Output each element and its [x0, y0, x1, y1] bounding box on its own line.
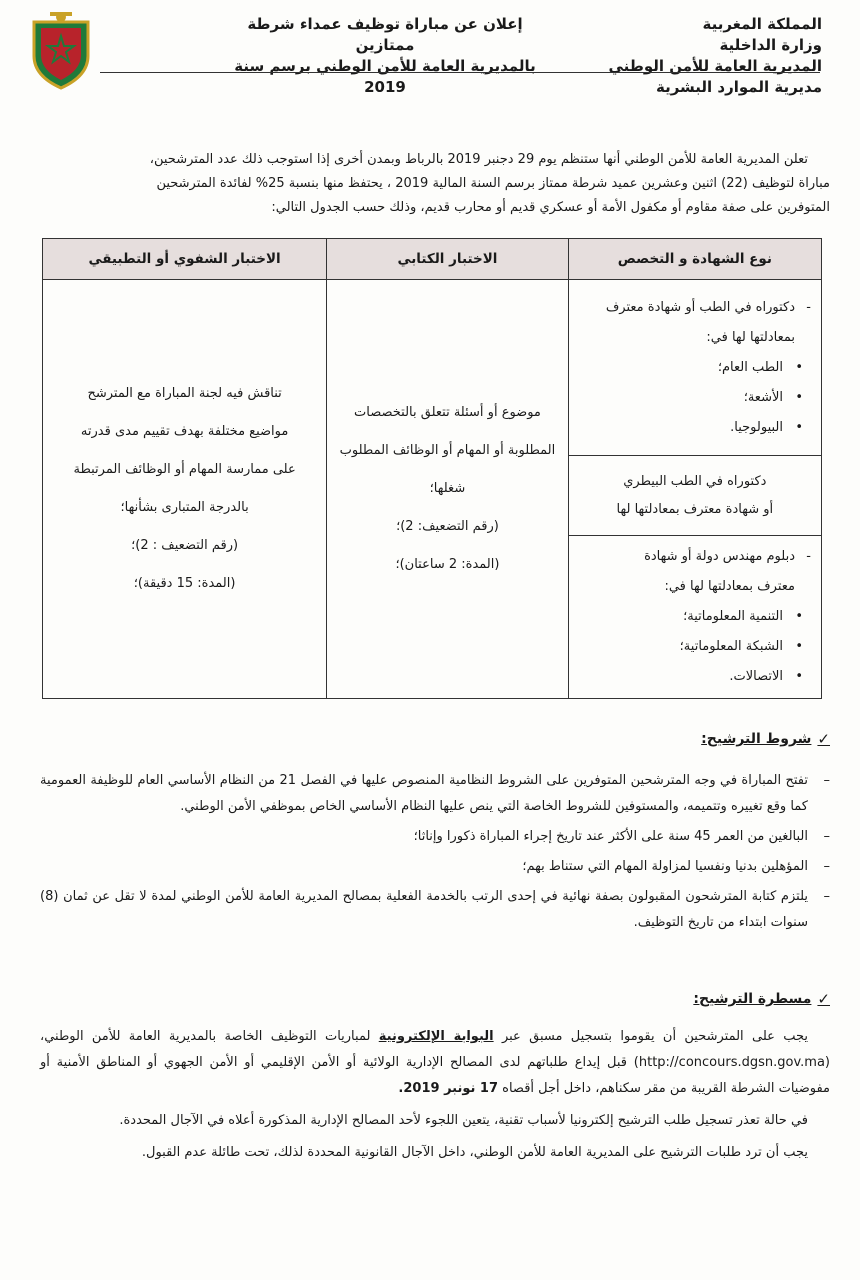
list-item: • الطب العام؛ — [579, 353, 783, 383]
p1-deadline: 17 نونبر 2019. — [398, 1081, 499, 1096]
intro-line-2: مباراة لتوظيف (22) اثنين وعشرين عميد شرطة ممتاز برسم السنة المالية 2019 ، يحتفظ منها بنسبة 25% لفائدة المترشحين — [156, 176, 830, 191]
header-written: الاختبار الكتابي — [327, 239, 568, 280]
ministry-header — [572, 14, 822, 98]
header-specialty: نوع الشهادة و التخصص — [568, 239, 821, 280]
portal-link[interactable]: البوابة الإلكترونية — [378, 1029, 494, 1044]
written-line: (رقم التضعيف: 2)؛ — [396, 519, 499, 534]
spec1-lead2: بمعادلتها لها في: — [706, 329, 795, 345]
procedure-paragraph-3: يجب أن ترد طلبات الترشيح على المديرية العامة للأمن الوطني، داخل الآجال القانونية المحددة لذلك، تحت طائلة عدم القبول. — [141, 1145, 808, 1160]
title-line-2: بالمديرية العامة للأمن الوطني برسم سنة 2019 — [234, 57, 536, 96]
spec3-lead2: معترف بمعادلتها لها في: — [664, 579, 795, 594]
procedure-paragraph-2: في حالة تعذر تسجيل طلب الترشيح إلكترونيا لأسباب تقنية، يتعين اللجوء لأحد المصالح الإدارية المذكورة أعلاه في الآجال المحددة. — [119, 1113, 808, 1128]
ministry-line: مديرية الموارد البشرية — [655, 78, 822, 96]
conditions-title — [701, 730, 830, 748]
spec3-list — [579, 602, 811, 692]
spec1-lead: - دكتوراه في الطب أو شهادة معترف — [579, 293, 811, 323]
spec2-line-2: أو شهادة معترف بمعادلتها لها — [616, 501, 774, 517]
written-line: موضوع أو أسئلة تتعلق بالتخصصات — [354, 405, 541, 420]
procedure-paragraph-1 — [40, 1024, 830, 1102]
procedure-body — [40, 1024, 830, 1172]
condition-item: – البالغين من العمر 45 سنة على الأكثر عند تاريخ إجراء المباراة ذكورا وإناثا؛ — [40, 824, 830, 850]
intro-line-3: المتوفرين على صفة مقاوم أو مكفول الأمة أو عسكري قديم أو محارب قديم، وذلك حسب الجدول التالي: — [271, 200, 830, 215]
list-item: • البيولوجيا. — [579, 413, 783, 443]
spec3-lead: - دبلوم مهندس دولة أو شهادة — [579, 542, 811, 572]
spec1-list — [579, 353, 811, 443]
exam-table — [42, 238, 822, 699]
oral-line: بالدرجة المتبارى بشأنها؛ — [120, 500, 249, 515]
oral-line: على ممارسة المهام أو الوظائف المرتبطة — [73, 462, 296, 477]
list-item: • التنمية المعلوماتية؛ — [579, 602, 783, 632]
intro-line-1: تعلن المديرية العامة للأمن الوطني أنها ستنظم يوم 29 دجنبر 2019 بالرباط وبمدن أخرى إذا استوجب ذلك عدد المترشحين، — [149, 152, 808, 167]
p1-text-b: لمباريات التوظيف الخاصة بالمديرية العامة للأمن الوطني، (http://concours.dgsn.gov.ma) قبل إيداع طلباتهم لدى المصالح الإدارية الولائية أو الأمن الإقليمي أو الأمن الجهوي أو المناطق الأمنية أو مفوضيات الشرطة القريبة من مقر سكناهم، داخل أجل أقصاه — [40, 1029, 830, 1096]
conditions-list — [40, 768, 830, 940]
oral-line: (رقم التضعيف : 2)؛ — [131, 538, 239, 553]
written-line: شغلها؛ — [429, 481, 466, 496]
written-exam-cell — [327, 280, 568, 699]
intro-paragraph — [38, 148, 830, 220]
table-row — [43, 280, 822, 456]
header-divider — [100, 72, 820, 73]
table-header-row — [43, 239, 822, 280]
written-line: (المدة: 2 ساعتان)؛ — [395, 557, 500, 572]
conditions-title-text: شروط الترشيح: — [701, 731, 812, 747]
condition-item: – تفتح المباراة في وجه المترشحين المتوفرين على الشروط النظامية المنصوص عليها في الفصل 21 من النظام الأساسي العام للوظيفة العمومية كما وقع تغييره وتتميمه، والمستوفين للشروط الخاصة التي ينص عليها النظام الأساسي الخاص بموظفي الأمن الوطني. — [40, 768, 830, 820]
checkmark-icon: ✓ — [817, 730, 830, 748]
list-item: • الاتصالات. — [579, 662, 783, 692]
condition-item: – يلتزم كتابة المترشحون المقبولون بصفة نهائية في إحدى الرتب بالخدمة الفعلية بمصالح المديرية العامة للأمن الوطني لمدة لا تقل عن ثمان (8) سنوات ابتداء من تاريخ التوظيف. — [40, 884, 830, 936]
procedure-title-text: مسطرة الترشيح: — [693, 991, 812, 1007]
dgsn-emblem-icon — [28, 10, 94, 90]
p1-text-a: يجب على المترشحين أن يقوموا بتسجيل مسبق عبر — [501, 1029, 808, 1044]
oral-line: (المدة: 15 دقيقة)؛ — [133, 576, 236, 591]
spec2-line-1: دكتوراه في الطب البيطري — [623, 473, 767, 489]
header-oral: الاختبار الشفوي أو التطبيقي — [43, 239, 327, 280]
checkmark-icon: ✓ — [817, 990, 830, 1008]
specialty-cell-1 — [568, 280, 821, 456]
list-item: • الشبكة المعلوماتية؛ — [579, 632, 783, 662]
specialty-cell-2 — [568, 456, 821, 536]
oral-exam-cell — [43, 280, 327, 699]
written-line: المطلوبة أو المهام أو الوظائف المطلوب — [339, 443, 556, 458]
specialty-cell-3 — [568, 536, 821, 699]
oral-line: مواضيع مختلفة بهدف تقييم مدى قدرته — [80, 424, 289, 439]
list-item: • الأشعة؛ — [579, 383, 783, 413]
announcement-title — [230, 14, 540, 98]
ministry-line: المديرية العامة للأمن الوطني — [608, 57, 822, 75]
condition-item: – المؤهلين بدنيا ونفسيا لمزاولة المهام التي ستناط بهم؛ — [40, 854, 830, 880]
ministry-line: وزارة الداخلية — [719, 36, 822, 54]
title-line-1: إعلان عن مباراة توظيف عمداء شرطة ممتازين — [247, 15, 523, 54]
oral-line: تناقش فيه لجنة المباراة مع المترشح — [87, 386, 282, 401]
ministry-line: المملكة المغربية — [702, 15, 822, 33]
procedure-title — [693, 990, 830, 1008]
